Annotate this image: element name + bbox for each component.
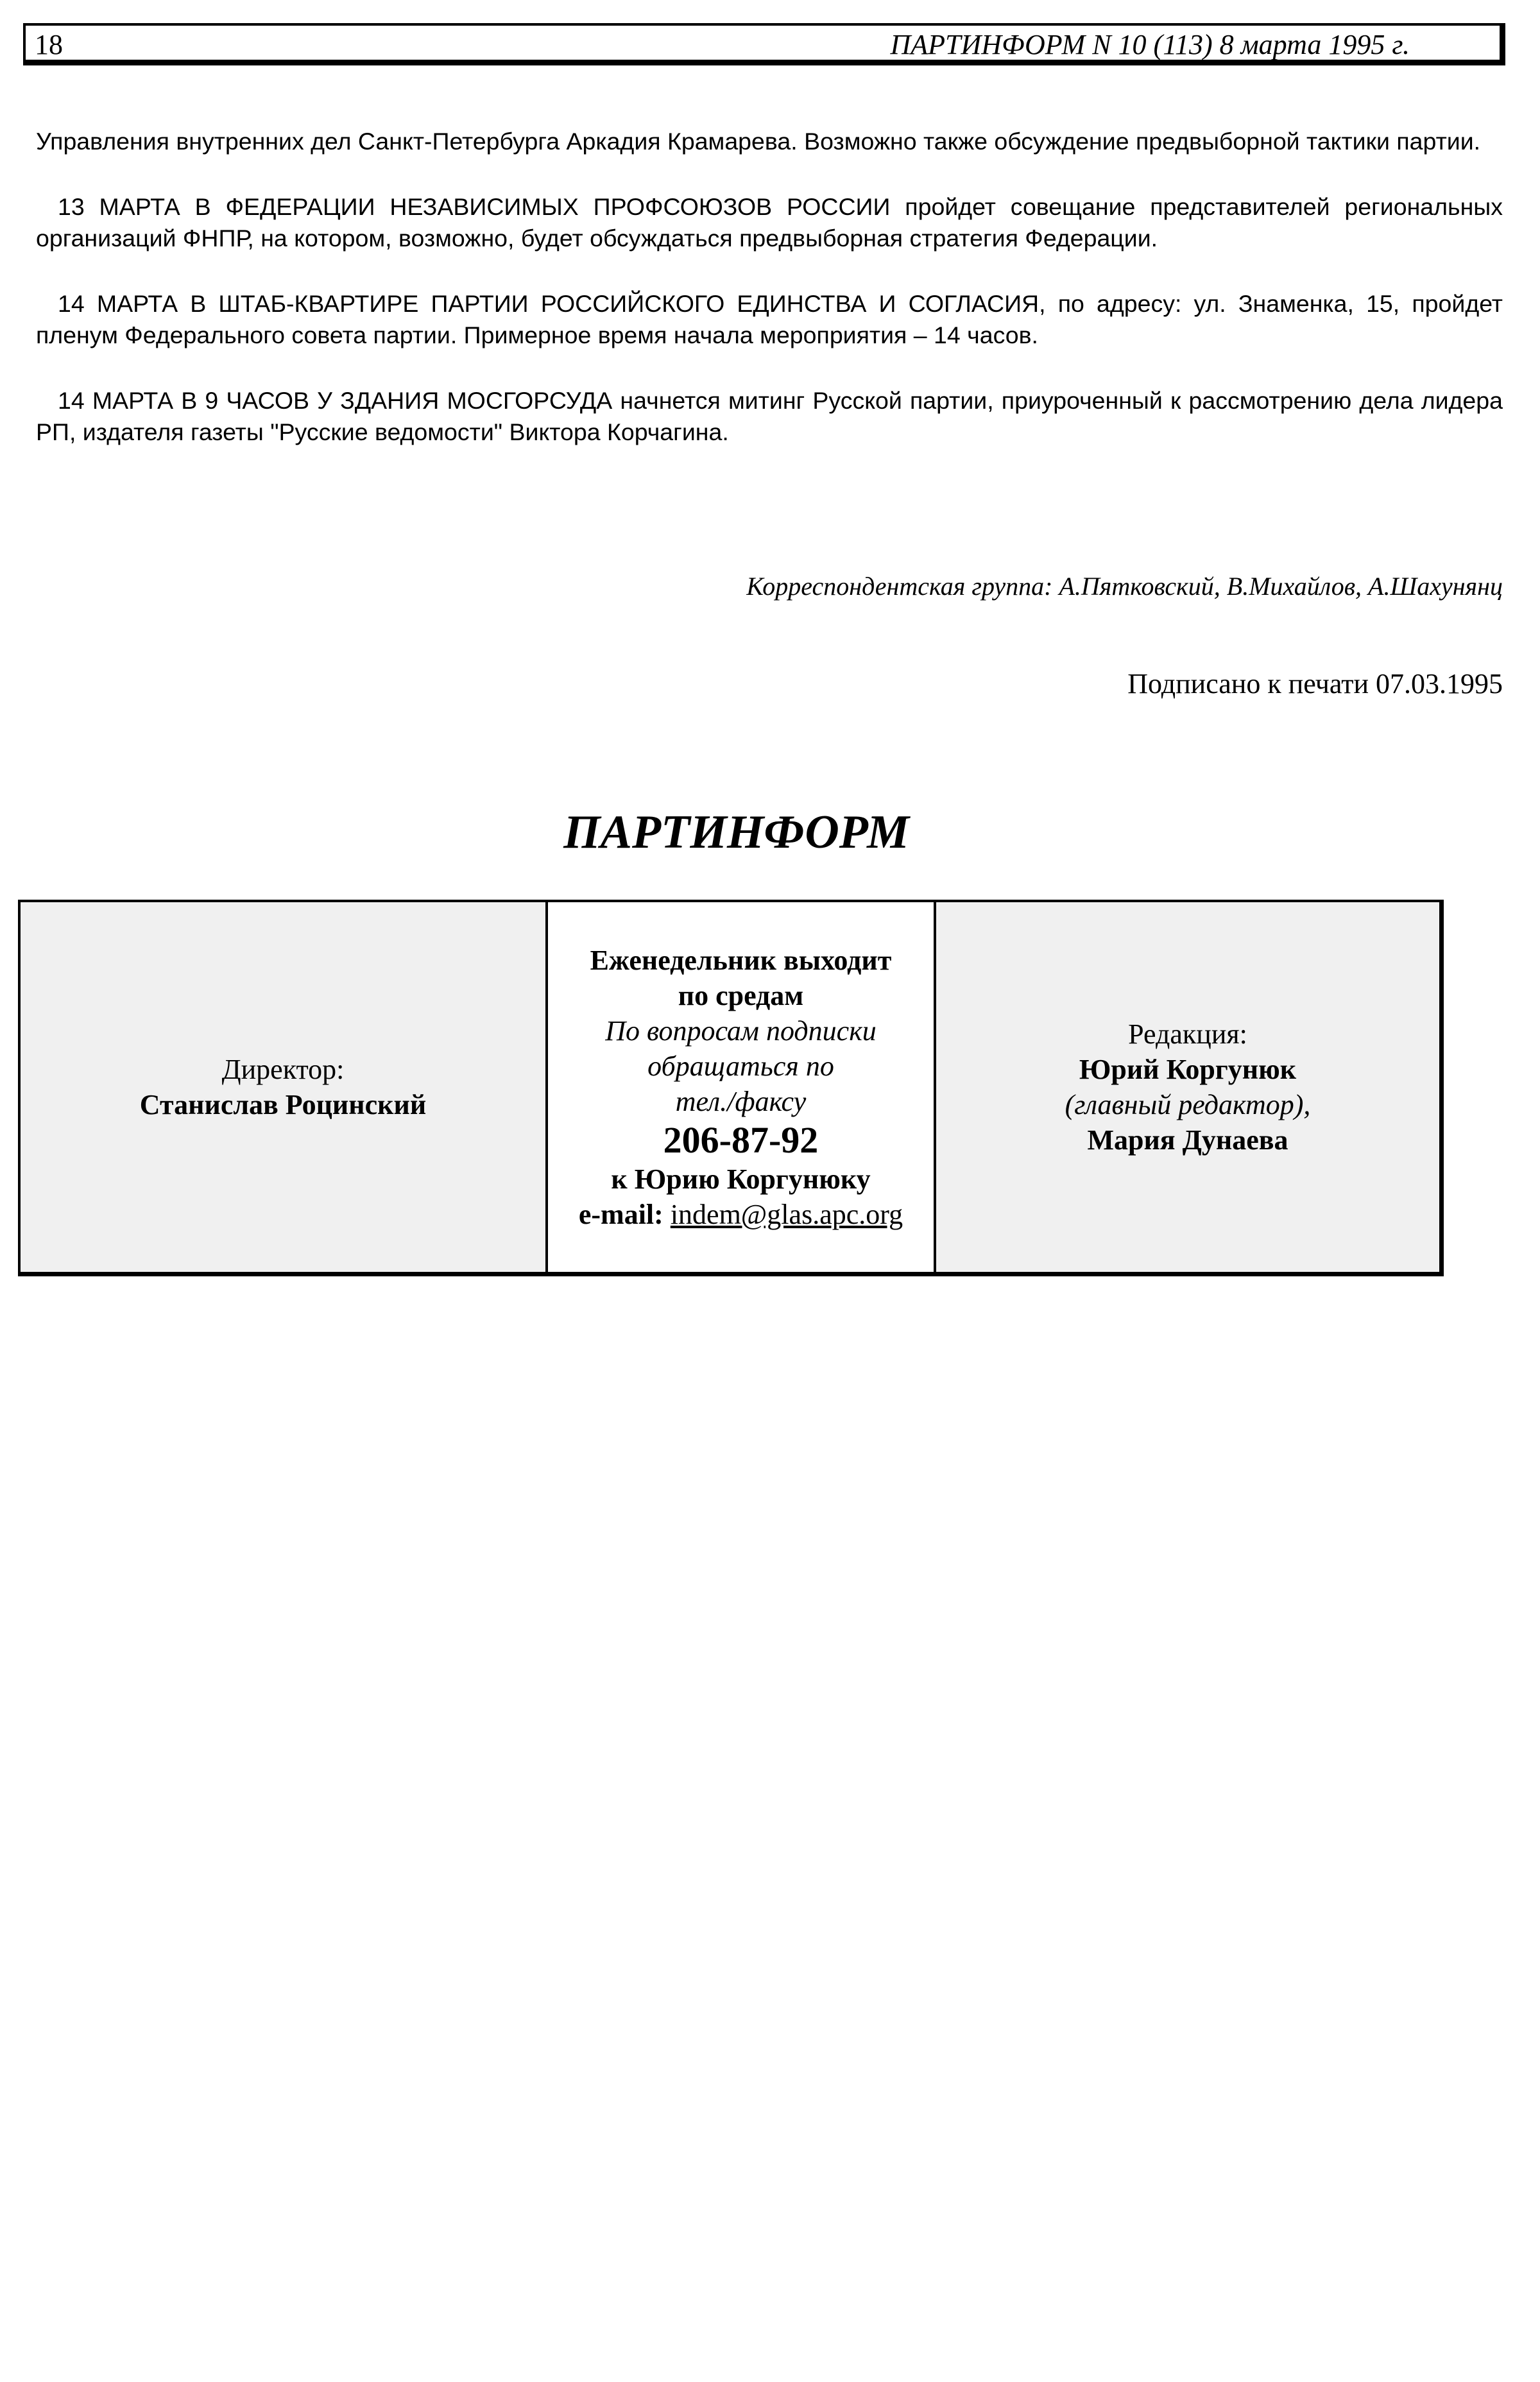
editor-name: Мария Дунаева — [1087, 1124, 1288, 1156]
schedule-line: Еженедельник выходит — [590, 944, 892, 976]
subscription-line: обращаться по — [647, 1050, 834, 1082]
editorial-label: Редакция: — [1128, 1018, 1247, 1050]
director-label: Директор: — [221, 1054, 345, 1085]
page-number: 18 — [35, 29, 63, 60]
director-name: Станислав Роцинский — [139, 1089, 427, 1120]
paragraph: 13 МАРТА В ФЕДЕРАЦИИ НЕЗАВИСИМЫХ ПРОФСОЮЗОВ РОССИИ пройдет совещание представителей региональных организаций ФНПР, на котором, возможно, будет обсуждаться предвыборная стратегия Федерации. — [36, 193, 1503, 252]
paragraph: 14 МАРТА В ШТАБ-КВАРТИРЕ ПАРТИИ РОССИЙСКОГО ЕДИНСТВА И СОГЛАСИЯ, по адресу: ул. Знаменка, 15, пройдет пленум Федерального совета партии. Примерное время начала мероприятия – 14 часов. — [36, 290, 1503, 348]
correspondents-credit: Корреспондентская группа: А.Пятковский, В.Михайлов, А.Шахунянц — [746, 572, 1503, 601]
phone-number: 206-87-92 — [663, 1118, 819, 1161]
editorial-cell — [936, 902, 1439, 1272]
running-header — [23, 23, 1505, 65]
article-body — [36, 126, 1503, 482]
schedule-line: по средам — [678, 979, 804, 1011]
email-link[interactable]: indem@glas.apc.org — [670, 1198, 903, 1230]
paragraph: Управления внутренних дел Санкт-Петербурга Аркадия Крамарева. Возможно также обсуждение предвыборной тактики партии. — [36, 128, 1481, 155]
contact-person: к Юрию Коргунюку — [611, 1163, 871, 1195]
signed-to-print: Подписано к печати 07.03.1995 — [1127, 668, 1503, 699]
running-title: ПАРТИНФОРМ N 10 (113) 8 марта 1995 г. — [890, 29, 1410, 60]
chief-editor-name: Юрий Коргунюк — [1079, 1054, 1297, 1085]
subscription-line: По вопросам подписки — [605, 1015, 877, 1047]
publication-info-cell — [548, 902, 936, 1272]
imprint-table — [18, 900, 1444, 1276]
director-cell — [21, 902, 548, 1272]
chief-editor-role: (главный редактор), — [1065, 1089, 1311, 1120]
subscription-line: тел./факсу — [675, 1085, 807, 1117]
paragraph: 14 МАРТА В 9 ЧАСОВ У ЗДАНИЯ МОСГОРСУДА начнется митинг Русской партии, приуроченный к рассмотрению дела лидера РП, издателя газеты "Русские ведомости" Виктора Корчагина. — [36, 387, 1503, 445]
email-line — [579, 1197, 903, 1232]
masthead-title: ПАРТИНФОРМ — [563, 806, 909, 859]
email-label: e-mail: — [578, 1198, 663, 1230]
